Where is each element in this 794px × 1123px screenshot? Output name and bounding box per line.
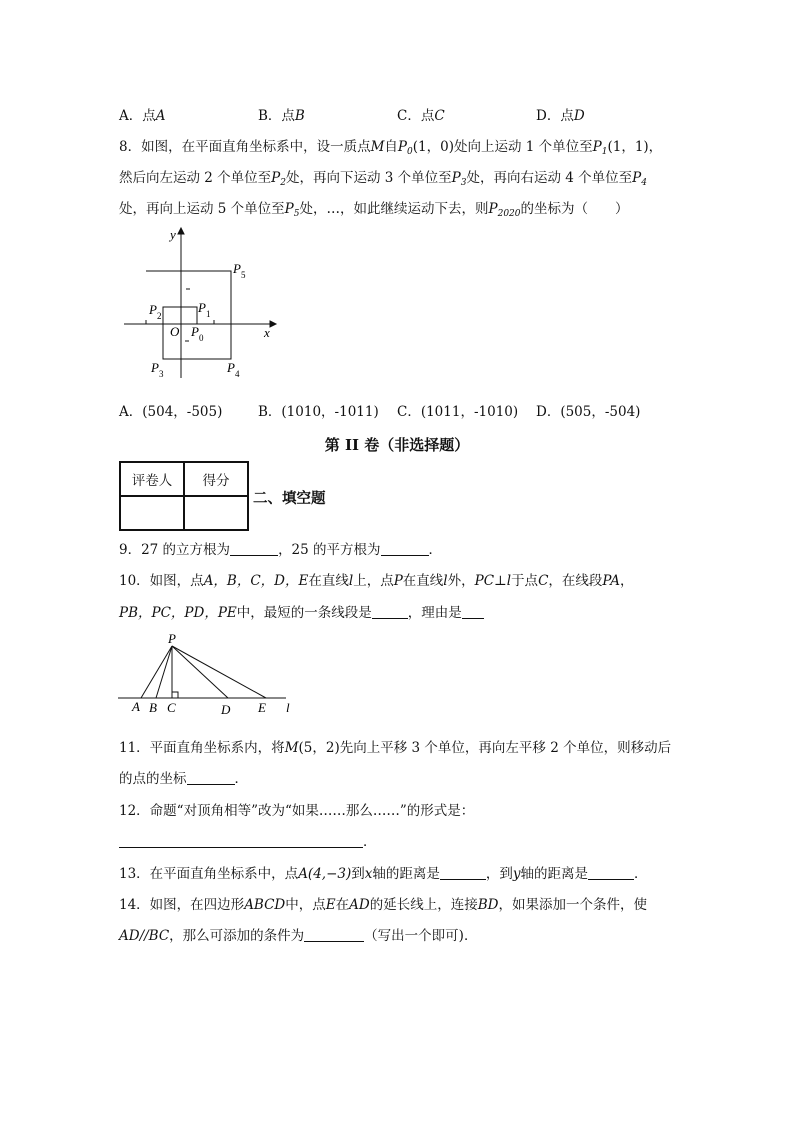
q8-option-a: A．(504，-505) <box>119 404 223 420</box>
label-p2: P <box>149 302 157 317</box>
q10-blank-1[interactable] <box>372 606 408 619</box>
q9: 9．27 的立方根为 ，25 的平方根为 ． <box>119 542 443 558</box>
label-p0: P <box>191 324 199 339</box>
label-D: D <box>221 702 231 717</box>
q13: 13．在平面直角坐标系中，点A(4,−3)到x轴的距离是 ，到y轴的距离是 ． <box>119 866 648 882</box>
q11-line-1: 11．平面直角坐标系内，将M(5，2)先向上平移 3 个单位，再向左平移 2 个单位，则移动后 <box>119 740 672 756</box>
q8-option-b: B．(1010，-1011) <box>258 404 379 420</box>
q9-blank-1[interactable] <box>230 543 278 556</box>
label-p3: P <box>151 360 159 375</box>
q8-figure <box>110 220 290 390</box>
label-B: B <box>149 700 157 715</box>
q14-line-2: AD//BC，那么可添加的条件为 （写出一个即可)． <box>119 928 478 944</box>
q7-option-a: A．点A <box>119 108 166 124</box>
label-p4-sub: 4 <box>235 369 240 379</box>
q10-line-1: 10．如图，点A，B，C，D，E在直线l上，点P在直线l外，PC⊥l于点C，在线段PA， <box>119 573 634 589</box>
q10-blank-2[interactable] <box>462 606 484 619</box>
q12-blank[interactable] <box>119 835 363 848</box>
q12-line-2: ． <box>119 830 377 850</box>
label-x: x <box>264 325 270 340</box>
q9-blank-2[interactable] <box>381 543 429 556</box>
label-C: C <box>167 700 176 715</box>
grader-header: 评卷人 <box>120 462 184 496</box>
q12-line-1: 12．命题“对顶角相等”改为“如果……那么……”的形式是： <box>119 803 475 819</box>
label-p5: P <box>233 261 241 276</box>
label-p1: P <box>198 300 206 315</box>
grader-cell <box>120 496 184 530</box>
score-header: 得分 <box>184 462 248 496</box>
label-l: l <box>286 700 290 715</box>
q8-line-2: 然后向左运动 2 个单位至$P_2$处，再向下运动 3 个单位至$P_3$处，再向右运动 4 个单位至$P_4$ <box>119 170 647 188</box>
q7-option-b: B．点B <box>258 108 305 124</box>
q8-line-1: 8．如图，在平面直角坐标系中，设一质点M自$P_0(1$，0)处向上运动 1 个单位至$P_1(1$，1)， <box>119 139 663 157</box>
q7-option-d: D．点D <box>536 108 585 124</box>
q7-option-c: C．点C <box>397 108 445 124</box>
q10-figure <box>110 628 300 720</box>
part-title: 二、填空题 <box>253 490 326 507</box>
q13-blank-1[interactable] <box>440 867 486 880</box>
y-arrow-icon <box>178 228 184 234</box>
q8-option-d: D．(505，-504) <box>536 404 641 420</box>
q11-line-2: 的点的坐标 ． <box>119 771 248 787</box>
label-E: E <box>258 700 266 715</box>
label-p3-sub: 3 <box>159 369 164 379</box>
x-arrow-icon <box>270 321 276 327</box>
label-p5-sub: 5 <box>241 270 246 280</box>
q14-line-1: 14．如图，在四边形ABCD中，点E在AD的延长线上，连接BD，如果添加一个条件，使 <box>119 897 647 913</box>
q11-blank[interactable] <box>187 772 235 785</box>
section-title: 第 II 卷（非选择题） <box>324 436 470 454</box>
score-table <box>119 461 249 531</box>
label-p1-sub: 1 <box>206 309 211 319</box>
label-p2-sub: 2 <box>157 311 162 321</box>
q10-line-2: PB，PC，PD，PE中，最短的一条线段是 ，理由是 <box>119 601 484 621</box>
label-P: P <box>168 631 176 646</box>
label-p0-sub: 0 <box>199 333 204 343</box>
q14-blank[interactable] <box>304 929 364 942</box>
label-p4: P <box>227 360 235 375</box>
label-y: y <box>170 227 176 242</box>
label-origin: O <box>170 324 180 339</box>
right-angle-mark <box>172 692 178 698</box>
score-cell <box>184 496 248 530</box>
q8-option-c: C．(1011，-1010) <box>397 404 519 420</box>
q8-line-3: 处，再向上运动 5 个单位至$P_5$处，…，如此继续运动下去，则$P_{2020}$的坐标为（ ） <box>119 201 629 219</box>
label-A: A <box>132 699 140 714</box>
q13-blank-2[interactable] <box>588 867 634 880</box>
